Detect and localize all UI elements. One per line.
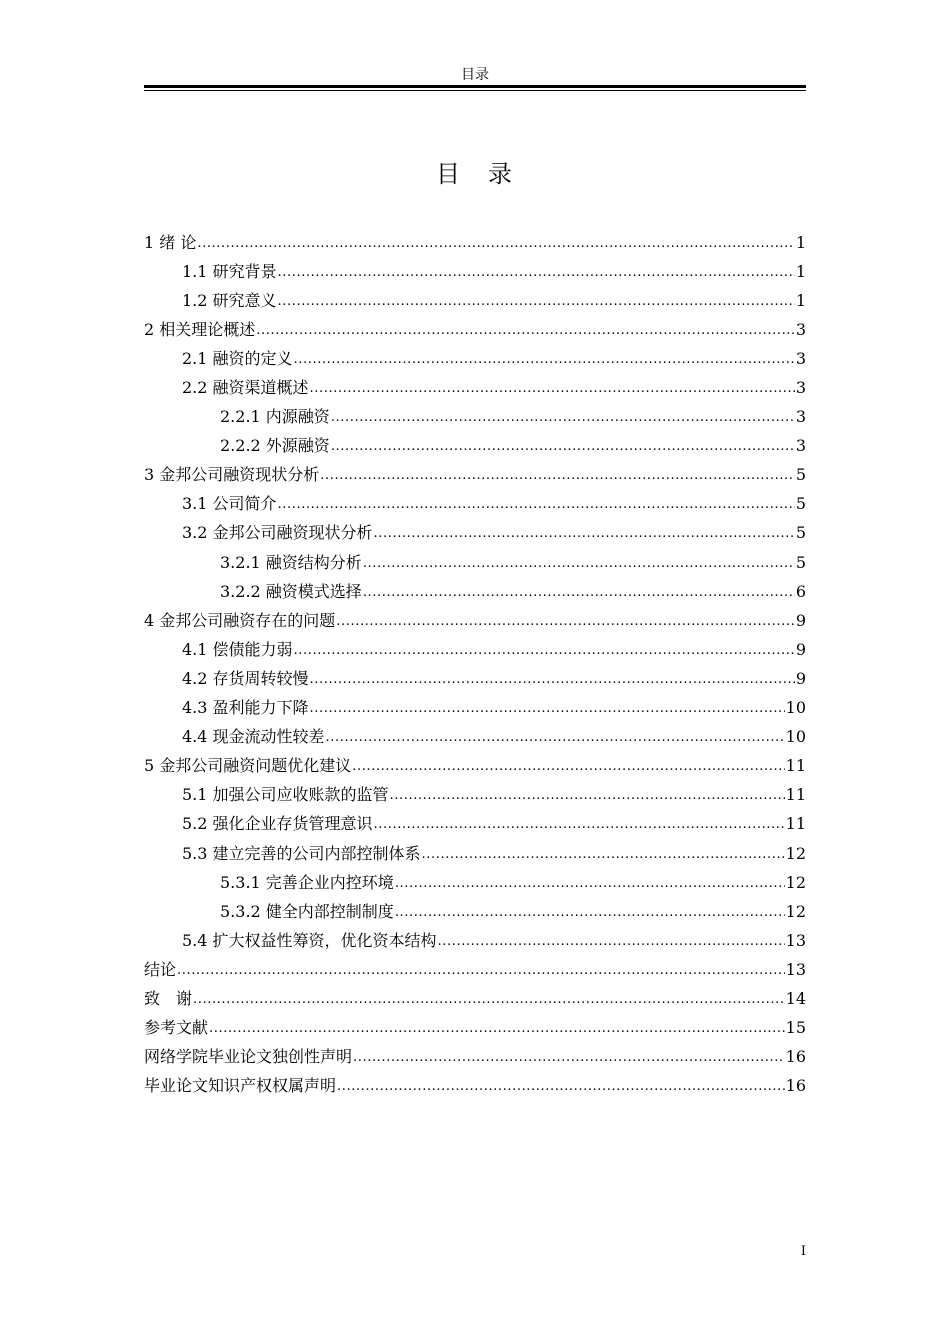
toc-entry[interactable] <box>144 257 806 286</box>
toc-leader-dots <box>363 553 795 573</box>
toc-entry[interactable] <box>144 810 806 839</box>
toc-leader-dots <box>363 582 795 602</box>
toc-leader-dots <box>326 727 785 747</box>
toc-leader-dots <box>374 814 785 834</box>
toc-entry-page: 1 <box>795 232 806 252</box>
toc-leader-dots <box>337 1076 785 1096</box>
toc-entry-label: 2.2 融资渠道概述 <box>182 378 309 398</box>
toc-leader-dots <box>197 233 794 253</box>
toc-entry-page: 5 <box>795 552 806 572</box>
toc-entry-page: 12 <box>785 872 806 892</box>
toc-entry-page: 12 <box>785 901 806 921</box>
toc-entry[interactable] <box>144 606 806 635</box>
toc-entry-label: 2.2.1 内源融资 <box>220 407 330 427</box>
toc-leader-dots <box>390 785 785 805</box>
toc-entry-label: 4.2 存货周转较慢 <box>182 668 309 688</box>
toc-leader-dots <box>278 262 795 282</box>
toc-entry-page: 11 <box>785 785 806 805</box>
toc-entry-page: 1 <box>795 290 806 310</box>
toc-entry[interactable] <box>144 664 806 693</box>
toc-entry-label: 3.1 公司简介 <box>182 494 277 514</box>
toc-entry[interactable] <box>144 897 806 926</box>
toc-entry-page: 11 <box>785 814 806 834</box>
toc-entry[interactable] <box>144 461 806 490</box>
toc-entry[interactable] <box>144 752 806 781</box>
toc-entry[interactable] <box>144 694 806 723</box>
toc-leader-dots <box>374 523 795 543</box>
toc-entry-label: 4.1 偿债能力弱 <box>182 639 293 659</box>
toc-entry-label: 参考文献 <box>144 1018 209 1038</box>
table-of-contents <box>144 228 806 1101</box>
toc-entry[interactable] <box>144 781 806 810</box>
toc-leader-dots <box>352 756 784 776</box>
toc-entry[interactable] <box>144 344 806 373</box>
toc-leader-dots <box>177 960 785 980</box>
toc-entry[interactable] <box>144 1014 806 1043</box>
toc-entry-page: 3 <box>795 378 806 398</box>
toc-entry-label: 3 金邦公司融资现状分析 <box>144 465 320 485</box>
toc-entry-label: 2 相关理论概述 <box>144 319 256 339</box>
toc-entry[interactable] <box>144 1043 806 1072</box>
toc-entry-label: 5.3.1 完善企业内控环境 <box>220 872 394 892</box>
toc-entry-label: 5.4 扩大权益性筹资，优化资本结构 <box>182 930 437 950</box>
toc-leader-dots <box>331 436 795 456</box>
toc-title: 目 录 <box>436 160 514 188</box>
toc-leader-dots <box>294 349 795 369</box>
toc-entry-label: 1.1 研究背景 <box>182 261 277 281</box>
toc-entry-page: 10 <box>785 727 806 747</box>
toc-leader-dots <box>331 407 795 427</box>
toc-entry-page: 14 <box>785 988 806 1008</box>
toc-entry-page: 3 <box>795 407 806 427</box>
toc-entry-label: 3.2.2 融资模式选择 <box>220 581 362 601</box>
header-rule-thin <box>144 90 806 91</box>
toc-leader-dots <box>256 320 795 340</box>
toc-entry[interactable] <box>144 490 806 519</box>
toc-entry-label: 5.2 强化企业存货管理意识 <box>182 814 373 834</box>
toc-entry-label: 结论 <box>144 959 177 979</box>
toc-entry-label: 3.2.1 融资结构分析 <box>220 552 362 572</box>
toc-leader-dots <box>310 378 795 398</box>
toc-entry-page: 3 <box>795 436 806 456</box>
toc-entry-page: 16 <box>785 1047 806 1067</box>
toc-entry-page: 3 <box>795 348 806 368</box>
toc-leader-dots <box>353 1047 785 1067</box>
toc-entry-page: 9 <box>795 639 806 659</box>
toc-leader-dots <box>278 494 795 514</box>
running-header: 目录 <box>461 67 489 83</box>
toc-entry[interactable] <box>144 926 806 955</box>
toc-entry[interactable] <box>144 723 806 752</box>
toc-entry-label: 3.2 金邦公司融资现状分析 <box>182 523 373 543</box>
toc-entry[interactable] <box>144 548 806 577</box>
toc-entry[interactable] <box>144 432 806 461</box>
toc-leader-dots <box>209 1018 785 1038</box>
toc-entry-label: 4.3 盈利能力下降 <box>182 698 309 718</box>
toc-entry-page: 1 <box>795 261 806 281</box>
toc-entry[interactable] <box>144 315 806 344</box>
toc-entry-page: 3 <box>795 319 806 339</box>
toc-leader-dots <box>320 465 795 485</box>
toc-entry-page: 9 <box>795 610 806 630</box>
toc-entry-page: 5 <box>795 465 806 485</box>
toc-entry[interactable] <box>144 577 806 606</box>
toc-entry-page: 12 <box>785 843 806 863</box>
toc-entry[interactable] <box>144 1072 806 1101</box>
toc-entry[interactable] <box>144 519 806 548</box>
toc-entry[interactable] <box>144 839 806 868</box>
toc-leader-dots <box>395 902 785 922</box>
toc-entry[interactable] <box>144 635 806 664</box>
toc-entry-label: 5 金邦公司融资问题优化建议 <box>144 756 352 776</box>
toc-leader-dots <box>193 989 785 1009</box>
toc-entry-page: 10 <box>785 698 806 718</box>
toc-leader-dots <box>438 931 785 951</box>
toc-entry-page: 16 <box>785 1076 806 1096</box>
page-number: I <box>800 1244 806 1259</box>
toc-entry-page: 11 <box>785 756 806 776</box>
toc-entry-page: 13 <box>785 930 806 950</box>
toc-entry-page: 5 <box>795 494 806 514</box>
toc-entry-label: 2.1 融资的定义 <box>182 348 293 368</box>
toc-entry-label: 5.1 加强公司应收账款的监管 <box>182 785 389 805</box>
toc-entry-label: 1.2 研究意义 <box>182 290 277 310</box>
toc-entry-label: 5.3 建立完善的公司内部控制体系 <box>182 843 421 863</box>
toc-entry-label: 毕业论文知识产权权属声明 <box>144 1076 337 1096</box>
toc-entry-label: 5.3.2 健全内部控制制度 <box>220 901 394 921</box>
toc-entry[interactable] <box>144 403 806 432</box>
toc-leader-dots <box>294 640 795 660</box>
toc-entry[interactable] <box>144 286 806 315</box>
toc-leader-dots <box>422 844 785 864</box>
toc-leader-dots <box>310 669 795 689</box>
toc-entry[interactable] <box>144 984 806 1013</box>
toc-entry-label: 致 谢 <box>144 988 193 1008</box>
toc-entry-page: 9 <box>795 668 806 688</box>
toc-entry-page: 6 <box>795 581 806 601</box>
toc-leader-dots <box>278 291 795 311</box>
toc-entry-label: 1 绪 论 <box>144 232 197 252</box>
toc-entry[interactable] <box>144 868 806 897</box>
toc-leader-dots <box>395 873 785 893</box>
toc-entry-page: 15 <box>785 1018 806 1038</box>
toc-entry-label: 4.4 现金流动性较差 <box>182 727 325 747</box>
toc-entry-label: 4 金邦公司融资存在的问题 <box>144 610 336 630</box>
toc-entry-page: 13 <box>785 959 806 979</box>
header-rule-thick <box>144 85 806 88</box>
toc-entry-label: 网络学院毕业论文独创性声明 <box>144 1047 353 1067</box>
toc-entry[interactable] <box>144 373 806 402</box>
toc-entry-label: 2.2.2 外源融资 <box>220 436 330 456</box>
toc-entry[interactable] <box>144 955 806 984</box>
toc-entry-page: 5 <box>795 523 806 543</box>
toc-entry[interactable] <box>144 228 806 257</box>
toc-leader-dots <box>336 611 795 631</box>
toc-leader-dots <box>310 698 785 718</box>
